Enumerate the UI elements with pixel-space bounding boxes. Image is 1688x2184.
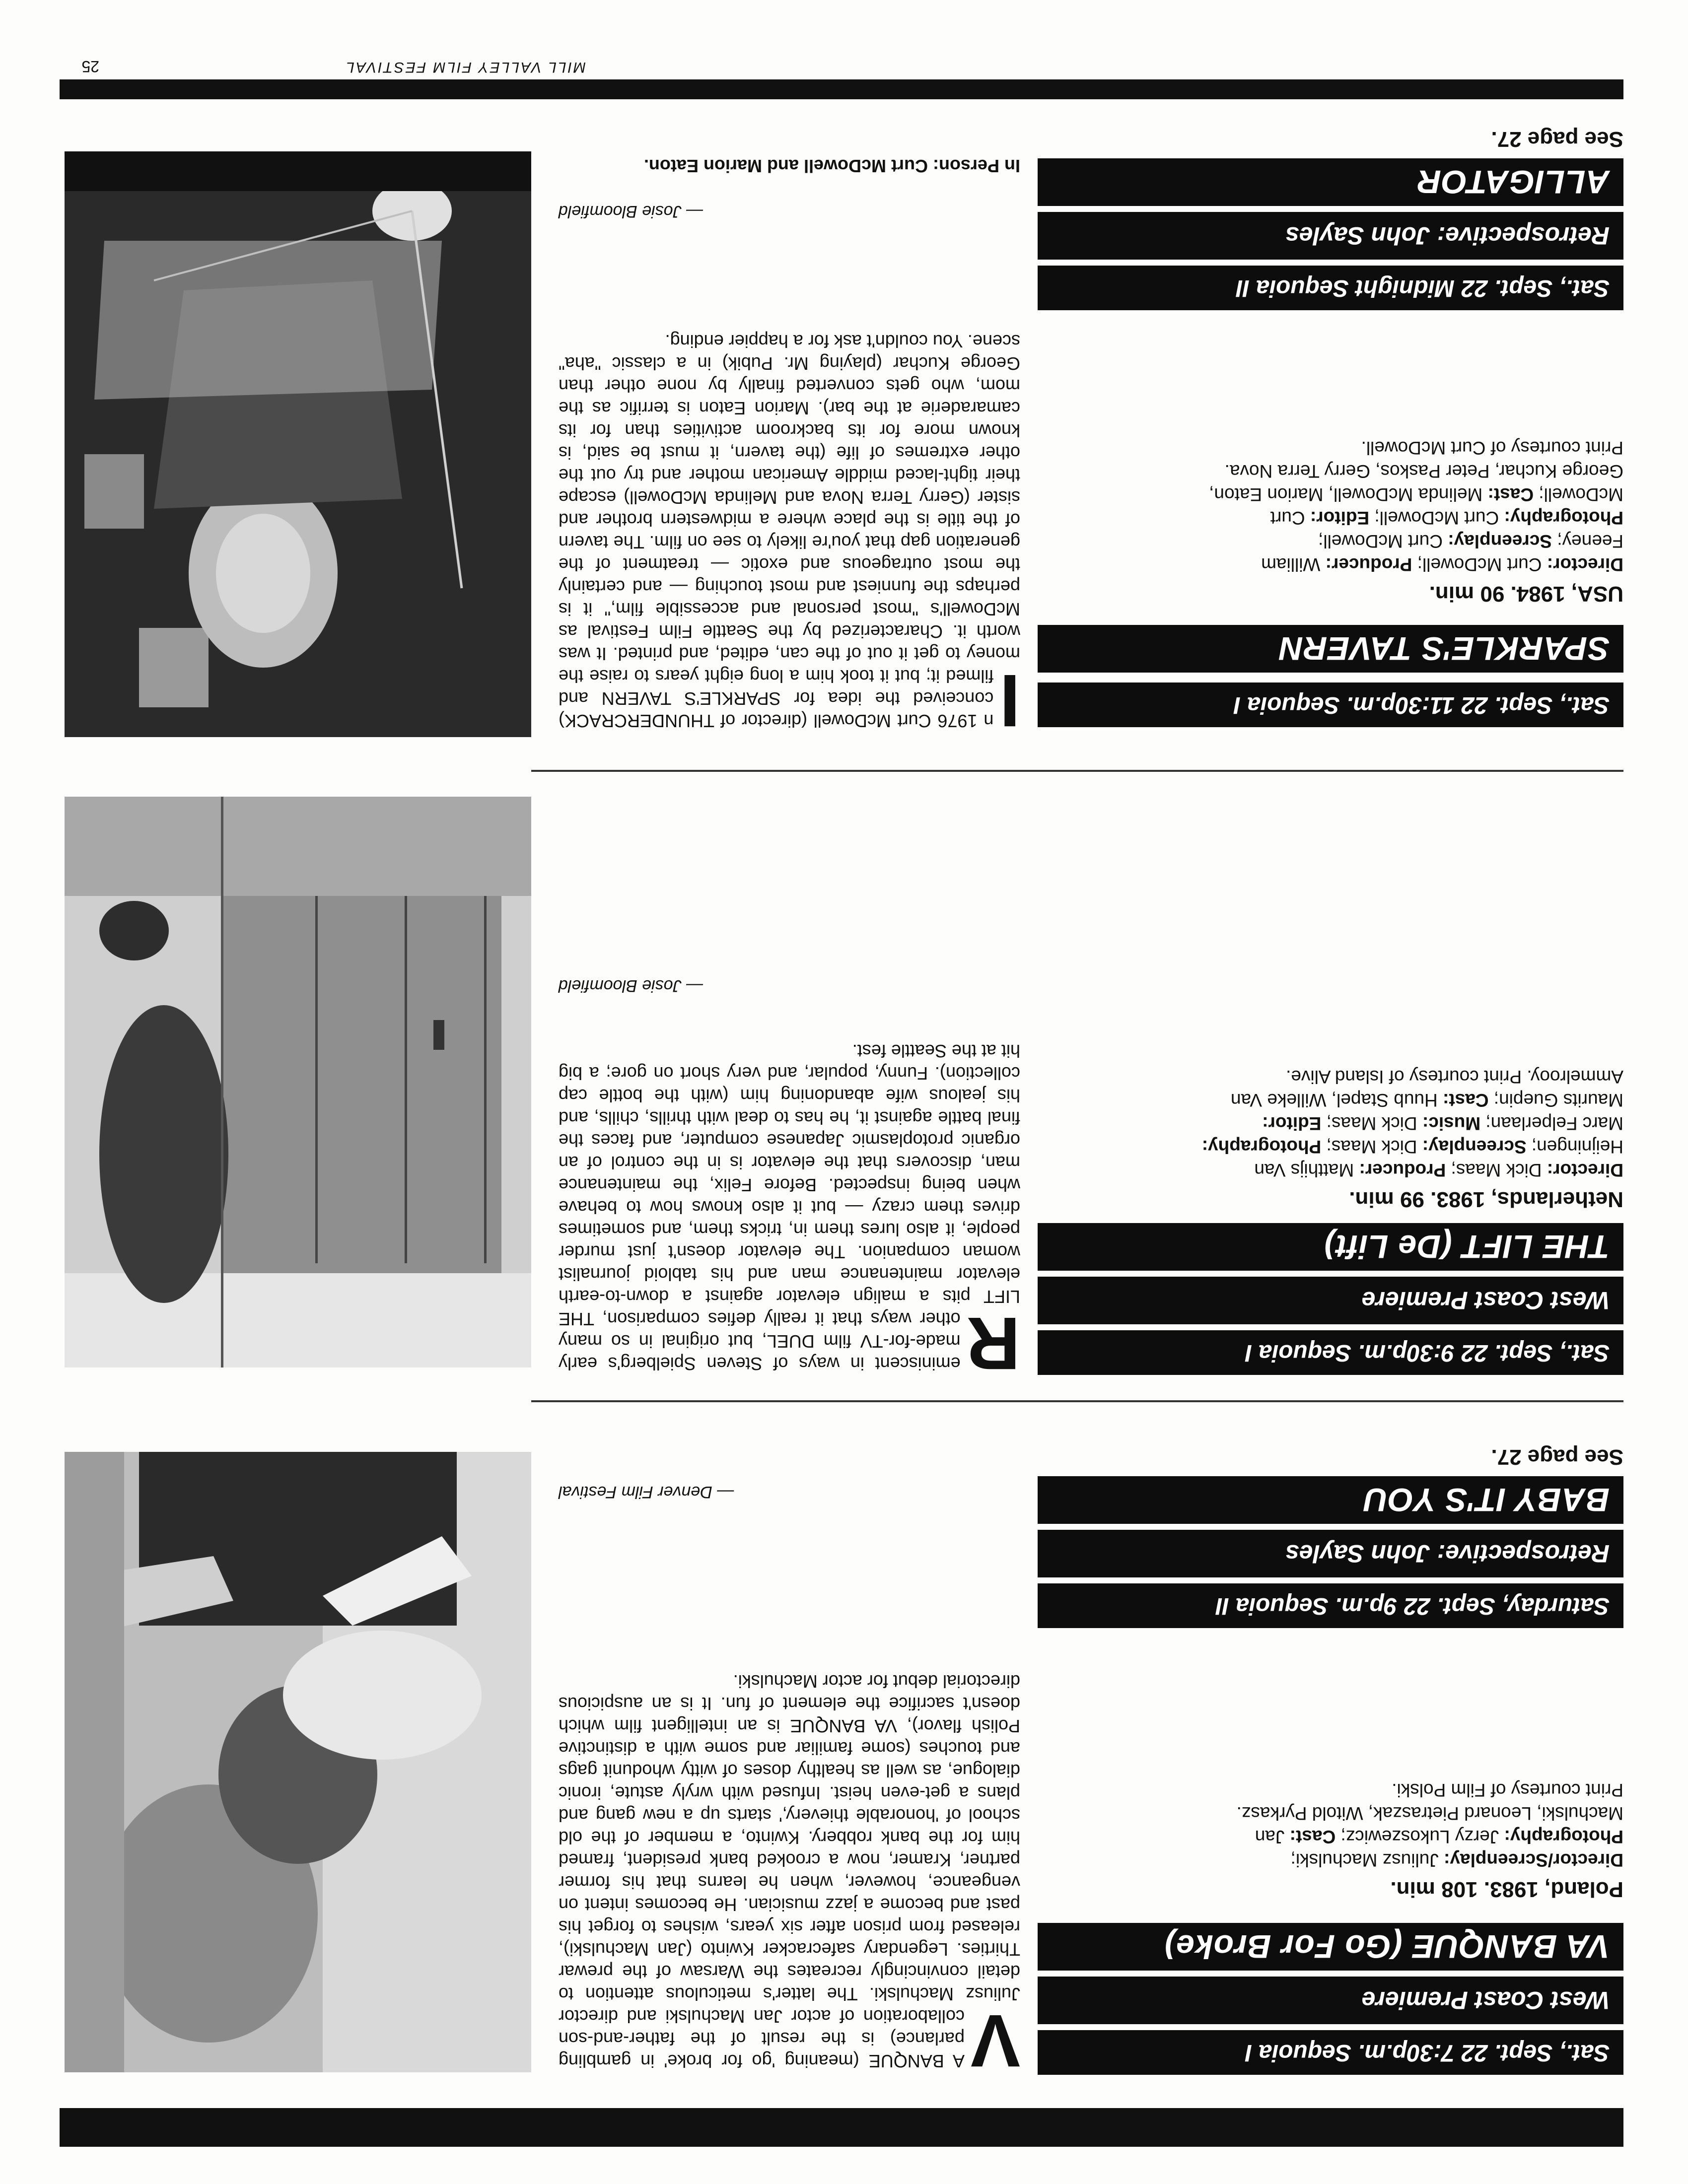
- film3-body: eminiscent in ways of Steven Spielberg's early made-for-TV film DUEL, but original in so many other ways that it really defies comparison, THE LIFT pits a malign elevator against a down-to-earth elevator maintenance man and his tabloid journalist woman companion. The elevator doesn't just murder people, it also lures them in, tricks them, and sometimes drives them crazy — but it also knows how to behave when being inspected. Before Felix, the maintenance man, discovers that the elevator is in the control of an organic protoplasmic Japanese computer, and faces the final battle against it, he has to deal with thrills, chills, and his jealous wife abandoning him (with the bottle cap collection). Funny, popular, and very short on gore; a big hit at the Seattle fest.: [559, 1041, 1020, 1374]
- credit-role: Director/Screenplay:: [1444, 1850, 1623, 1870]
- film2-program-banner: Retrospective: John Sayles: [1038, 1530, 1623, 1577]
- credit-value: William Feeney;: [1261, 531, 1623, 575]
- film1-title-banner: VA BANQUE (Go For Broke): [1038, 1923, 1623, 1971]
- film1-body: A BANQUE (meaning 'go for broke' in gambling parlance) is the result of the father-and-son collaboration of actor Jan Machulski and director Juliusz Machulski. The latter's meticulous attention to detail convincingly recreates the Warsaw of the prewar Thirties. Legendary safecracker Kwinto (Jan Machulski), released from prison after six years, wishes to forget his past and become a jazz musician. He becomes intent on vengeance, however, when he learns that his former partner, Kramer, now a crooked bank president, framed him for the bank robbery. Kwinto, a member of the old school of 'honorable thievery,' starts up a new gang and plans a get-even heist. Infused with wryly astute, ironic dialogue, as well as healthy doses of witty whodunit gags and touches (some familiar and some with a distinctive Polish flavor), VA BANQUE is an intelligent film which doesn't sacrifice the element of fun. It is an auspicious directorial debut for actor Machulski.: [559, 1671, 1020, 2071]
- film2-title-banner: BABY IT'S YOU: [1038, 1476, 1623, 1524]
- film3-title-banner: THE LIFT (De Lift): [1038, 1223, 1623, 1271]
- credit-role: Producer:: [1359, 1160, 1446, 1180]
- photo-elevator-man-icon: [65, 797, 531, 1367]
- film2-see-page: See page 27.: [1491, 1445, 1623, 1469]
- credit-value: Dick Maas;: [1321, 1113, 1422, 1134]
- film1-country-year: Poland, 1983. 108 min.: [1390, 1877, 1623, 1902]
- film5-time-banner: Sat., Sept. 22 Midnight Sequoia II: [1038, 266, 1623, 310]
- credit-value: Juliusz Machulski;: [1290, 1850, 1444, 1870]
- page-number: 25: [81, 58, 99, 75]
- film3-time-banner: Sat., Sept. 22 9:30p.m. Sequoia I: [1038, 1330, 1623, 1375]
- credit-role: Cast:: [1443, 1090, 1489, 1110]
- film4-country-year: USA, 1984. 90 min.: [1429, 582, 1623, 606]
- credit-value: Marc Felperlaan;: [1480, 1113, 1623, 1134]
- credit-value: Jerzy Lukoszewicz;: [1336, 1827, 1504, 1847]
- credit-role: Director:: [1547, 554, 1623, 575]
- photo-men-hands-icon: [65, 1452, 531, 2072]
- credit-value: Dick Maas;: [1321, 1137, 1422, 1157]
- bottom-rule: [60, 79, 1623, 99]
- running-title: MILL VALLEY FILM FESTIVAL: [345, 59, 586, 75]
- photo-woman-lamp: [65, 151, 531, 737]
- credit-value: Curt McDowell;: [1270, 484, 1623, 528]
- credit-role: Music:: [1422, 1113, 1481, 1134]
- section-divider: [531, 1400, 1623, 1402]
- credit-role: Editor:: [1262, 1113, 1322, 1134]
- credit-value: Melinda McDowell, Marion Eaton, George Kuchar, Peter Paskos, Gerry Terra Nova. Print courtesy of Curt McDowell.: [1209, 438, 1623, 505]
- film4-time-banner: Sat., Sept. 22 11:30p.m. Sequoia I: [1038, 682, 1623, 727]
- film5-program-banner: Retrospective: John Sayles: [1038, 212, 1623, 260]
- credit-role: Editor:: [1310, 508, 1370, 528]
- credit-value: Curt McDowell;: [1412, 554, 1547, 575]
- film4-credits: [1201, 436, 1623, 606]
- photo-woman-lamp-icon: [65, 151, 531, 737]
- film4-attribution: — Josie Bloomfield: [559, 202, 703, 221]
- credit-role: Cast:: [1487, 484, 1534, 505]
- film5-title-banner: ALLIGATOR: [1038, 158, 1623, 206]
- credit-role: Photography:: [1504, 1827, 1623, 1847]
- credit-role: Cast:: [1289, 1827, 1336, 1847]
- credit-value: Dick Maas;: [1446, 1160, 1547, 1180]
- film4-description: [559, 330, 1020, 743]
- film4-body: n 1976 Curt McDowell (director of THUNDERCRACK) conceived the idea for SPARKLE'S TAVERN and filmed it; but it took him a long eight years to raise the money to get it out of the can, edited, and printed. It was worth it. Characterized by the Seattle Film Festival as McDowell's "most personal and accessible film," it is perhaps the funniest and most touching — and certainly the most outrageous and exotic — treatment of the generation gap that you're likely to see on film. The tavern of the title is the place where a midwestern brother and sister (Gerry Terra Nova and Melinda McDowell) escape their tight-laced middle American mother and try out the other extremes of life (the tavern, it must be said, is known more for its backroom activities than for its camaraderie at the bar). Marion Eaton is terrific as the mom, who gets converted finally by none other than George Kuchar (playing Mr. Pubik) in a classic "aha" scene. You couldn't ask for a happier ending.: [559, 331, 1020, 731]
- photo-men-hands: [65, 1452, 531, 2072]
- credit-value: Jan Machulski, Leonard Pietraszak, Witold Pyrkasz. Print courtesy of Film Polski.: [1236, 1780, 1623, 1847]
- credit-role: Screenplay:: [1448, 531, 1552, 551]
- credit-role: Director:: [1547, 1160, 1623, 1180]
- credit-value: Maurits Guepin;: [1488, 1090, 1623, 1110]
- film1-attribution: — Denver Film Festival: [559, 1483, 734, 1502]
- credit-role: Screenplay:: [1422, 1137, 1527, 1157]
- photo-elevator-man: [65, 797, 531, 1367]
- credit-value: Curt McDowell;: [1369, 508, 1504, 528]
- film3-premiere-banner: West Coast Premiere: [1038, 1277, 1623, 1324]
- film1-credits: [1201, 1778, 1623, 1901]
- film1-description: [559, 1670, 1020, 2083]
- film3-country-year: Netherlands, 1983. 99 min.: [1349, 1187, 1623, 1212]
- film4-title-banner: SPARKLE'S TAVERN: [1038, 625, 1623, 673]
- credit-role: Photography:: [1201, 1137, 1322, 1157]
- film1-premiere-banner: West Coast Premiere: [1038, 1977, 1623, 2024]
- film4-dropcap: I: [999, 659, 1020, 743]
- film3-description: [559, 1040, 1020, 1385]
- credit-role: Photography:: [1504, 508, 1623, 528]
- film5-see-page: See page 27.: [1491, 127, 1623, 151]
- credit-value: Matthijs Van Heijningen;: [1254, 1137, 1623, 1180]
- section-divider: [531, 770, 1623, 772]
- film3-credits: [1201, 1065, 1623, 1211]
- credit-role: Producer:: [1325, 554, 1412, 575]
- top-rule: [60, 2108, 1623, 2147]
- film3-dropcap: R: [966, 1302, 1020, 1385]
- credit-value: Huub Stapel, Willeke Van Ammelrooy. Print courtesy of Island Alive.: [1230, 1067, 1623, 1110]
- film1-time-banner: Sat., Sept. 22 7:30p.m. Sequoia I: [1038, 2030, 1623, 2075]
- film3-attribution: — Josie Bloomfield: [559, 976, 703, 995]
- film2-time-banner: Saturday, Sept. 22 9p.m. Sequoia II: [1038, 1583, 1623, 1628]
- film4-in-person: In Person: Curt McDowell and Marion Eaton.: [643, 156, 1020, 176]
- credit-value: Curt McDowell;: [1318, 531, 1448, 551]
- film1-dropcap: V: [970, 1999, 1020, 2083]
